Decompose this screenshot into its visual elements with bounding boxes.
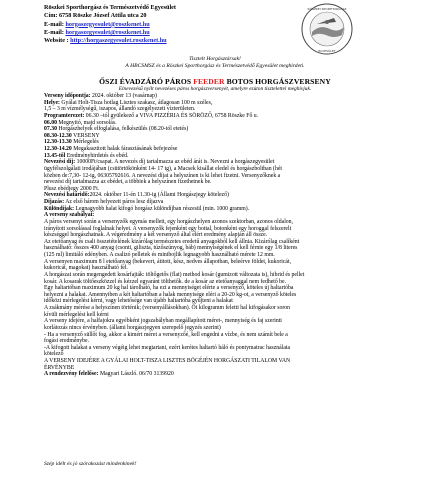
line-text: 10000Ft/csapat. A nevezés díj tartalmazza az ebéd árát is. Nevezni a horgászegyesület [75,159,275,166]
body-line [44,133,394,140]
line-text: korlátozás nincs érvényben. (állami horgászjegyen szerepelő jegyzés szerint) [44,324,221,331]
line-text: (125 ml) limitáló edényben. A csalizó pelletek és minibojlik legnagyobb használható mérete 12 mm. [44,252,275,258]
line-text: Gyálai Holt-Tisza hotlag Lisztes szakasz, átlagosan 100 m széles, [59,99,213,106]
line-text: Megakaszttott halak fárasztásának befejezése [71,146,178,152]
line-text: A zsákmány mérése a helyszínen történik; (versenyállásokban). Öt kilogramm feletti hal kifogásakor soron [44,305,291,311]
body-line [44,126,394,133]
event-title [0,77,430,86]
line-text: nevezési díj tartalmazza az ebédet, a többiek a helyszínen fizethetnek be. [44,179,212,186]
line-text: 1,5 – 3 m vízmélységű, iszapos, állandó szegélyezett vízterületen. [44,106,196,113]
line-text: irányított sorsolással foglalnak helyet. A versenyzők fejenként egy bottal, botonként egy horoggal felszerelt [44,225,292,232]
body-line [44,106,394,113]
email-label: E-mail: [44,28,64,36]
event-title-pre: ŐSZI ÉVADZÁRÓ PÁROS [99,77,194,86]
body-line [44,206,394,213]
line-text: Eredményhirdetés és ebéd. [65,152,129,159]
body-line [44,285,394,292]
org-logo-icon [300,2,354,56]
line-text: A verseny idejére, a halfajokra egyébként jogszabályban megállapított méret-, mennyiség és faj szerinti [44,318,282,325]
body-line [44,232,394,239]
line-text: Az etetőanyag és csali összetételének kizárólag természetes eredetű anyagokból kell állnia. Kizárólag csalíként [44,238,300,245]
body-line [44,338,394,345]
body-line [44,279,394,286]
line-label: Nevezési határidő: [44,192,90,199]
line-label: Nevezési díj: [44,159,76,166]
email-link[interactable]: horgaszegyesulet@roszkenet.hu [65,28,150,36]
website-label: Website : [44,37,69,45]
line-label: A rendezvény felelőse: [44,371,99,378]
line-text: -A kifogott halakat a verseny végéig lehet megtartani, ezért kerétes haltartó háló és pontymatrac használata [44,344,291,351]
line-text: A VERSENY IDEJÉRE A GYÁLAI HOLT-TISZA LISZTES BÖGÉJÉN HORGÁSZATI TILALOM VAN [44,358,291,364]
line-text: 2024. október 13 (vasárnap) [90,93,157,99]
website-link[interactable]: http://horgaszegyesulet.roszkenet.hu [70,37,167,45]
body-line [44,345,394,352]
line-label: 13.45-től [44,152,66,159]
event-title-post: BOTOS HORGÁSZVERSENY [224,77,331,86]
line-text: A versenyen maximum 8 l etetőanyag (bekevert, átitott, kész, nedves állapotban, beleérve földet, kukoricát, [44,258,292,265]
email-row-1 [44,21,176,29]
body-line [44,212,394,219]
body-line [44,139,394,146]
body-line [44,93,394,100]
line-label: Verseny időpontja: [44,93,91,99]
greeting-line: Tisztelt Horgásztársak! [189,56,241,62]
body-line [44,100,394,107]
line-text: Az első három helyezett páros lesz díjazva [64,199,164,205]
body-line [44,298,394,305]
body-line [44,365,394,372]
line-text: A páros versenyt során a versenyzők egymás mellett, egy horgászhelyen azonos szektorban, azonos oldalon, [44,218,293,225]
body-line [44,226,394,233]
line-text: ÉRVÉNYBE [44,364,75,371]
line-text: kívüli mérlegelést kell kérni [44,311,109,318]
body-line [44,272,394,279]
line-label: Díjazás: [44,199,65,205]
body-line [44,358,394,365]
body-line [44,199,394,206]
line-label: Különdíjak: [44,205,75,212]
line-label: A verseny szabályai: [44,212,95,219]
event-subtitle: Elnevezésű nyílt nevezéses páros horgászversenyét, amelyre ezúton tisztelettel meghívjuk. [118,86,312,92]
line-text: - Ha a versenyző süllőt fog, akkor a kimért méret a versenyzőé, kell engedni a vízbe, és nem számít bele a [44,331,288,338]
body-line [44,305,394,312]
line-text: ügyfélszolgálati irodájában (csütörtökönként 14- 17 ig), a Macsek kisállat eledel és horgászboltban (hét [44,165,282,172]
body-line [44,219,394,226]
body-line [44,318,394,325]
body-line [44,325,394,332]
body-line [44,192,394,199]
body-line [44,332,394,339]
line-text: kosár. A kosarak töltőeszközzel és kézzel egyaránt tölthetők. de a kosár az etetőanyaggal nem fedhető be. [44,278,287,285]
line-text: Magyari László. 06/70 3139920 [98,371,174,378]
line-text: Plusz ebédjegy 2000 Ft. [44,185,100,192]
body-line [44,265,394,272]
body-line [44,252,394,259]
body-line [44,153,394,160]
website-row [44,37,176,45]
line-text: készséggel horgászhatnak. A végeredmény a két versenyző által elért eredmény alapján áll össze. [44,232,268,239]
body-line [44,159,394,166]
closing-line: Szép idélt és jó szórakozást mindenkinek! [44,461,137,467]
body-line [44,146,394,153]
line-text: Megnyitó, majd sorsolás. [56,119,117,126]
line-text: 2024. október 11-én 11.30-ig (Állami Horgászjegy kötelező) [89,192,229,199]
org-address-row [44,12,176,20]
line-label: 06.00 [44,119,57,126]
email-link[interactable]: horgaszegyesulet@roszkenet.hu [65,20,150,28]
body-line [44,245,394,252]
line-text: Mérlegelés [71,139,99,146]
line-text: Horgászhelyek elfoglalása, felkészülés (08.20-tól etetés) [56,126,189,133]
line-text: kukoricát, magokat) használható fel. [44,265,128,272]
body-line [44,292,394,299]
email-row-2 [44,29,176,37]
line-text: Legnagyobb halat kifogó horgász különdíjban részesül (min. 1000 gramm). [74,205,250,212]
line-text: fogási eredménybe. [44,338,90,345]
org-name: Röszkei Sporthorgász és Természetvédő Egyesület [44,4,176,11]
body-line [44,371,394,378]
line-text: Egy haltartóban maximum 20 kg hal tárolható, ha ezt a mennyiséget elérte a versenyző, köteles új haltartóba [44,285,294,292]
body-line [44,166,394,173]
body-line [44,351,394,358]
line-text: közben de:7,30- 12-ig, 06305792616. A nevezési díjat a helyszínen is ki lehet fizetni. Versenyzőknek a [44,172,281,179]
greeting-line: A HBCSMSZ és a Röszkei Sporthorgász és Természetvédő Egyesület meghirdeti. [125,63,305,69]
address-value: 6758 Röszke József Attila utca 20 [57,12,147,20]
line-label: 07.30 [44,126,57,133]
line-text: helyezni a halakat. Amennyiben a két haltartóban a halak mennyisége eléri a 20-20 kg-ot, a versenyző köteles [44,291,297,298]
line-text: kötelező [44,351,64,358]
document-body [44,93,394,378]
line-text: A horgászat során megengedett kosárfajták: töltőgetős (flat) method kosár (gumizott változata is), hibrid és pellet [44,271,305,278]
svg-text:EGYESÜLET: EGYESÜLET [318,49,336,53]
email-label: E-mail: [44,20,64,28]
line-text: időközi mérlegelést kérni, vagy lehetősége van újabb haltartóba gyűjteni a halakat [44,298,233,305]
address-label: Cím: [44,12,58,20]
event-title-highlight: FEEDER [193,77,225,86]
org-header [44,4,176,45]
svg-text:RÖSZKEI SPORTHORGÁSZ: RÖSZKEI SPORTHORGÁSZ [307,7,347,11]
body-line [44,179,394,186]
line-label: Programterezet: [44,112,85,119]
body-line [44,113,394,120]
line-label: 12.30-13.30 [44,139,72,146]
line-label: Helye: [44,99,60,106]
line-label: 12.30-14.20 [44,146,72,152]
line-text: 06.30 –tól gyülekező a VIVA PIZZÉRIA ÉS SÖRÖZŐ, 6758 Röszke Fő u. [84,112,259,119]
line-label: 08.30-12.30 [44,132,72,139]
line-text: VERSENY [71,132,100,139]
line-text: használható: összes 400 anyag (csonti, giliszta, túzőszúnyog, báb) mennyiségének el kell férnie egy 1/8 literes [44,245,298,252]
